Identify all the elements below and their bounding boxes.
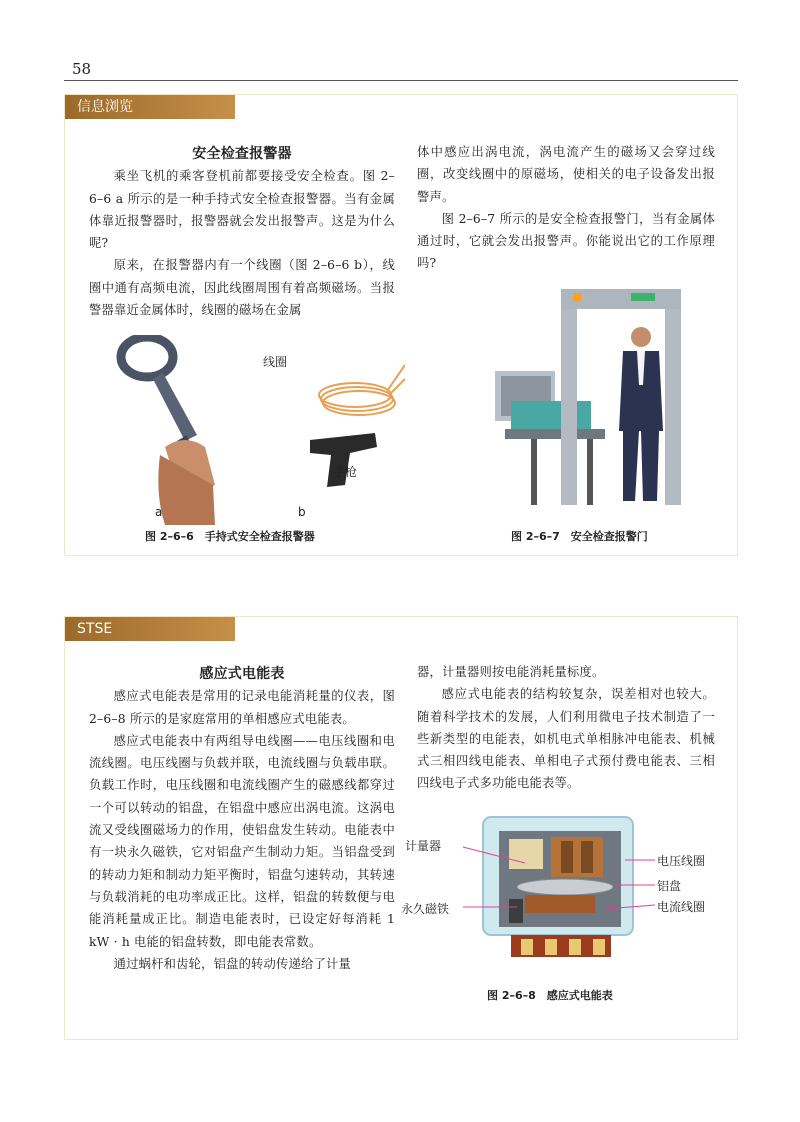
paragraph: 感应式电能表中有两组导电线圈——电压线圈和电流线圈。电压线圈与负载并联，电流线圈与负载串联。负载工作时，电压线圈和电流线圈产生的磁感线都穿过一个可以转动的铝盘，在铝盘中感应出涡电流。这涡电流又受线圈磁场力的作用，使铝盘发生转动。电能表中有一块永久磁铁，它对铝盘产生制动力矩。当铝盘受到的转动力矩和制动力矩平衡时，铝盘匀速转动，其转速与负载消耗的电功率成正比。这样，铝盘的转数便与电能消耗量成正比。制造电能表时，已设定好每消耗 1 kW · h 电能的铝盘转数，即电能表常数。 (89, 733, 395, 949)
info-browse-box (64, 94, 738, 556)
handheld-detector-illustration (105, 335, 405, 525)
section-tag: 信息浏览 (65, 95, 235, 119)
right-column (417, 661, 715, 795)
counter-label: 计量器 (405, 839, 442, 853)
left-column (89, 143, 395, 321)
paragraph: 感应式电能表是常用的记录电能消耗量的仪表，图 2–6–8 所示的是家庭常用的单相感应式电能表。 (89, 689, 395, 726)
voltage-coil-label: 电压线圈 (657, 854, 706, 868)
paragraph: 感应式电能表的结构较复杂，误差相对也较大。随着科学技术的发展，人们利用微电子技术制造了一些新类型的电能表，如机电式单相脉冲电能表、机械式三相四线电能表、单相电子式预付费电能表、三相四线电子式多功能电能表等。 (417, 687, 715, 791)
section-tag: STSE (65, 617, 235, 641)
aluminum-disc-label: 铝盘 (657, 879, 682, 893)
figure-caption: 图 2–6–8 感应式电能表 (487, 989, 613, 1002)
subfigure-b-label: b (298, 505, 306, 519)
paragraph: 原来，在报警器内有一个线圈（图 2–6–6 b），线圈中通有高频电流，因此线圈周围有着高频磁场。当报警器靠近金属体时，线圈的磁场在金属 (89, 258, 395, 318)
page-number: 58 (72, 60, 92, 78)
article-title: 感应式电能表 (199, 666, 285, 682)
paragraph: 图 2–6–7 所示的是安全检查报警门，当有金属体通过时，它就会发出报警声。你能说出它的工作原理吗? (417, 211, 715, 271)
stse-box (64, 616, 738, 1040)
left-column (89, 663, 395, 975)
paragraph: 乘坐飞机的乘客登机前都要接受安全检查。图 2–6–6 a 所示的是一种手持式安全检查报警器。当有金属体靠近报警器时，报警器就会发出报警声。这是为什么呢? (89, 169, 395, 251)
pistol-label: 手枪 (333, 465, 358, 479)
paragraph: 器，计量器则按电能消耗量标度。 (417, 665, 605, 679)
article-title: 安全检查报警器 (192, 146, 292, 162)
permanent-magnet-label: 永久磁铁 (401, 902, 450, 916)
coil-label: 线圈 (263, 355, 288, 369)
figure-caption: 图 2–6–7 安全检查报警门 (511, 530, 648, 543)
subfigure-a-label: a (155, 505, 163, 519)
security-gate-illustration (491, 281, 701, 511)
paragraph: 通过蜗杆和齿轮，铝盘的转动传递给了计量 (113, 956, 352, 971)
paragraph: 体中感应出涡电流，涡电流产生的磁场又会穿过线圈，改变线圈中的原磁场，使相关的电子设备发出报警声。 (417, 145, 715, 204)
header-rule (64, 80, 738, 81)
right-column (417, 141, 715, 275)
figure-caption: 图 2–6–6 手持式安全检查报警器 (145, 530, 315, 543)
current-coil-label: 电流线圈 (657, 900, 706, 914)
